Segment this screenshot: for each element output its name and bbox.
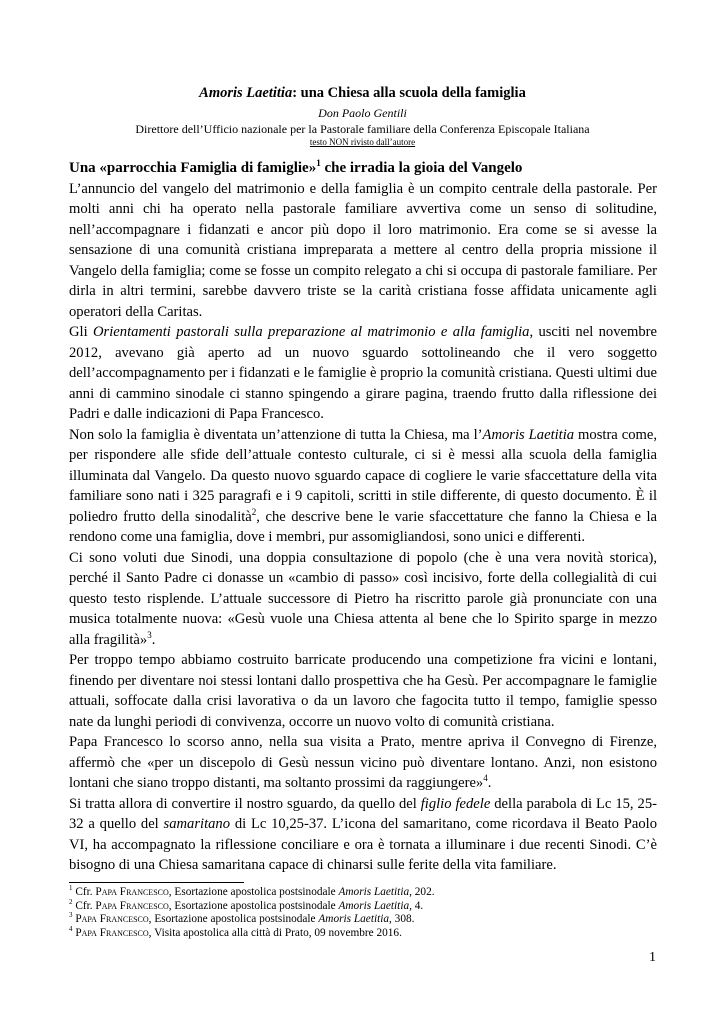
- paragraph-2: [69, 322, 657, 425]
- page-number: 1: [649, 950, 656, 965]
- p6-text-b: .: [487, 775, 492, 791]
- paragraph-1: L’annuncio del vangelo del matrimonio e della famiglia è un compito centrale della pastorale. Per molti anni chi ha operato nella pastorale familiare avvertiva come un senso di solitudine, nell’accompagnare i fidanzati e ancor più dopo il loro matrimonio. Era come se si avesse la sensazione di una comunità cristiana impreparata a mettere al centro della propria missione il Vangelo della famiglia; come se fosse un compito relegato a chi si occupa di pastorale familiare. Per dirla in altri termini, sarebbe davvero triste se la carità cristiana fosse affidata unicamente agli operatori della Caritas.: [69, 180, 657, 320]
- author-name: Don Paolo Gentili: [318, 106, 407, 120]
- p7-text-b: della parabola di Lc 15, 25-32 a quello del: [69, 795, 657, 832]
- footnote-divider: [69, 882, 244, 883]
- paragraph-7: [69, 794, 657, 876]
- footnote-ref-1[interactable]: 1: [316, 158, 321, 168]
- p2-text-a: Gli: [69, 324, 94, 340]
- title-italic: Amoris Laetitia: [199, 85, 293, 101]
- section-heading: [69, 158, 657, 179]
- footnote-italic: Amoris Laetitia: [338, 899, 410, 912]
- p6-text-a: Papa Francesco lo scorso anno, nella sua visita a Prato, mentre apriva il Convegno di Firenze, affermò che «per un discepolo di Gesù nessun vicino può diventare lontano. Anzi, non esistono lontani che siano troppo distanti, ma soltanto prossimi da raggiungere»: [69, 734, 657, 791]
- footnote-number: 1: [69, 884, 73, 893]
- footnote-3: [69, 913, 657, 927]
- heading-tail: che irradia la gioia del Vangelo: [320, 160, 523, 176]
- revision-note: testo NON rivisto dall’autore: [309, 137, 416, 147]
- footnote-pre: Cfr.: [75, 899, 96, 912]
- footnote-author: Papa Francesco: [95, 886, 169, 898]
- footnote-2: [69, 897, 657, 914]
- paragraph-3: [69, 425, 657, 548]
- heading-text: Una «parrocchia Famiglia di famiglie»: [69, 160, 317, 176]
- footnotes: [69, 886, 657, 940]
- author-affiliation: Direttore dell’Ufficio nazionale per la Pastorale familiare della Conferenza Episcopale Italiana: [135, 122, 590, 136]
- p7-text-c: di Lc 10,25-37. L’icona del samaritano, come ricordava il Beato Paolo VI, ha accompagnato la riflessione conciliare e ora è tornata a illuminare i due recenti Sinodi. C’è bisogno di una Chiesa samaritana capace di chinarsi sulle ferite della vita familiare.: [69, 816, 657, 873]
- p2-italic-title: Orientamenti pastorali sulla preparazione al matrimonio e alla famiglia: [93, 324, 530, 340]
- footnote-post: , 4.: [409, 899, 424, 912]
- footnote-post: , 308.: [389, 913, 415, 925]
- p4-text-b: .: [151, 631, 156, 648]
- paragraph-6: [69, 732, 657, 794]
- footnote-ref-2[interactable]: 2: [251, 506, 257, 517]
- footnote-post: , 202.: [409, 886, 435, 898]
- footnote-ref-4[interactable]: 4: [483, 773, 488, 784]
- footnote-author: Papa Francesco: [95, 899, 169, 912]
- footnote-italic: Amoris Laetitia: [338, 886, 410, 898]
- footnote-1: [69, 886, 657, 900]
- p2-text-b: , usciti nel novembre 2012, avevano già aperto ad un nuovo sguardo sottolineando che il vero soggetto dell’accompagnamento per i fidanzati e le famiglie è proprio la comunità cristiana. Questi ultimi due anni di cammino sinodale ci stanno spingendo a girare pagina, traendo frutto dalla riflessione dei Padri e dalle indicazioni di Papa Francesco.: [69, 324, 657, 422]
- footnote-ref-3[interactable]: 3: [147, 629, 152, 640]
- document-body: [69, 158, 657, 876]
- paragraph-5: Per troppo tempo abbiamo costruito barricate producendo una competizione fra vicini e lontani, finendo per diventare noi stessi lontani dallo prospettiva che ha Gesù. Per accompagnare le famiglie attuali, soffocate dalla crisi lavorativa o da un lavoro che fagocita tutto il tempo, famiglie spesso nate da lunghi periodi di convivenza, occorre un nuovo volto di comunità cristiana.: [69, 652, 657, 730]
- p7-text-a: Si tratta allora di convertire il nostro sguardo, da quello del: [69, 795, 421, 812]
- footnote-italic: Amoris Laetitia: [318, 913, 390, 925]
- document-title: [0, 85, 725, 102]
- p7-italic-2: samaritano: [163, 816, 231, 832]
- footnote-author: Papa Francesco: [75, 926, 149, 939]
- footnote-author: Papa Francesco: [75, 913, 149, 925]
- p3-text-a: Non solo la famiglia è diventata un’attenzione di tutta la Chiesa, ma l’: [69, 426, 483, 443]
- footnote-number: 3: [69, 911, 73, 920]
- footnote-mid: , Visita apostolica alla città di Prato, 09 novembre 2016.: [148, 926, 402, 939]
- footnote-mid: , Esortazione apostolica postsinodale: [148, 913, 319, 925]
- footnote-pre: Cfr.: [75, 886, 96, 898]
- footnote-mid: , Esortazione apostolica postsinodale: [168, 899, 339, 912]
- p7-italic-1: figlio fedele: [420, 795, 491, 812]
- paragraph-4: [69, 548, 657, 651]
- footnote-4: [69, 924, 657, 941]
- p4-text-a: Ci sono voluti due Sinodi, una doppia consultazione di popolo (che è una vera novità storica), perché il Santo Padre ci donasse un «cambio di passo» così incisivo, forte della collegialità di cui questo testo risplende. L’attuale successore di Pietro ha riscritto parole già pronunciate con una musica totalmente nuova: «Gesù vuole una Chiesa attenta al bene che lo Spirito sparge in mezzo alla fragilità»: [69, 549, 657, 648]
- p3-italic-title: Amoris Laetitia: [482, 426, 575, 443]
- footnote-number: 2: [69, 897, 73, 906]
- p3-text-c: , che descrive bene le varie sfaccettature che fanno la Chiesa e la rendono come una famiglia, dove i membri, pur assomigliandosi, sono unici e differenti.: [69, 508, 657, 545]
- p3-text-b: mostra come, per rispondere alle sfide dell’attuale contesto culturale, ci si è messi alla scuola della famiglia illuminata dal Vangelo. Da questo nuovo sguardo capace di cogliere le varie sfaccettature della vita familiare sono nati i 325 paragrafi e i 9 capitoli, scritti in stile differente, di questo documento. È il poliedro frutto della sinodalità: [69, 426, 657, 525]
- footnote-number: 4: [69, 924, 73, 933]
- footnote-mid: , Esortazione apostolica postsinodale: [168, 886, 339, 898]
- title-rest: : una Chiesa alla scuola della famiglia: [292, 85, 526, 101]
